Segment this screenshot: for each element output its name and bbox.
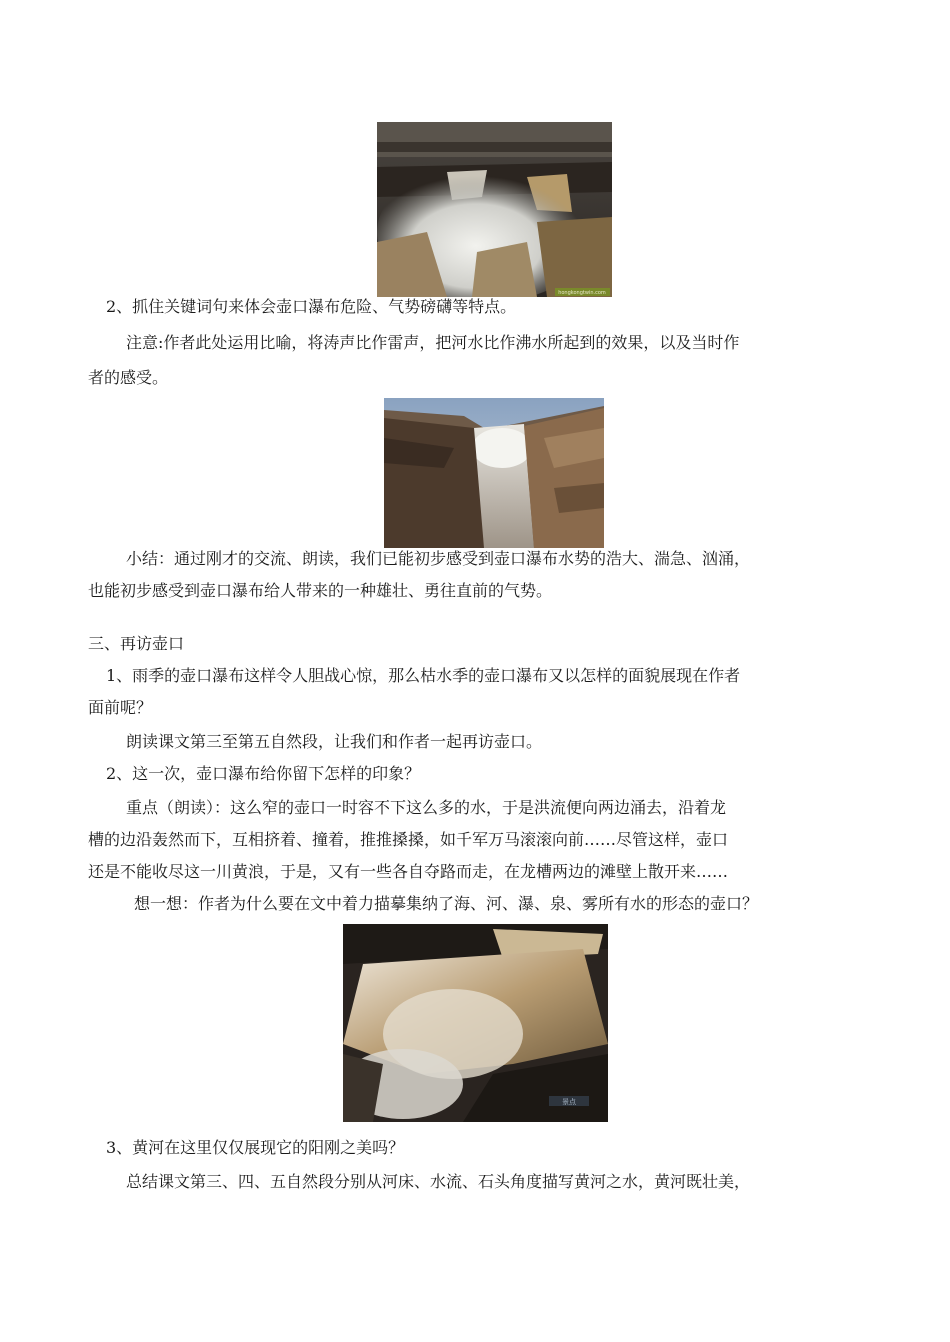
paragraph-note-line2: 者的感受。 [88, 368, 169, 387]
paragraph-q2: 2、这一次，壶口瀑布给你留下怎样的印象？ [106, 764, 421, 783]
waterfall-photo-2 [384, 398, 604, 548]
paragraph-key-line1: 重点（朗读）：这么窄的壶口一时容不下这么多的水，于是洪流便向两边涌去，沿着龙 [126, 798, 727, 817]
paragraph-q3: 3、黄河在这里仅仅展现它的阳刚之美吗？ [106, 1138, 405, 1157]
paragraph-keywords: 2、抓住关键词句来体会壶口瀑布危险、气势磅礴等特点。 [106, 297, 517, 316]
waterfall-photo-3 [343, 924, 608, 1122]
paragraph-think: 想一想：作者为什么要在文中着力描摹集纳了海、河、瀑、泉、雾所有水的形态的壶口？ [134, 894, 759, 913]
paragraph-key-line2: 槽的边沿轰然而下，互相挤着、撞着，推推搡搡，如千军万马滚滚向前……尽管这样，壶口 [88, 830, 729, 849]
watermark-1: hongkongtwin.com [558, 290, 606, 296]
section-heading-revisit: 三、再访壶口 [88, 634, 185, 653]
paragraph-read-aloud: 朗读课文第三至第五自然段，让我们和作者一起再访壶口。 [126, 732, 543, 751]
paragraph-summary-line2: 也能初步感受到壶口瀑布给人带来的一种雄壮、勇往直前的气势。 [88, 581, 553, 600]
paragraph-conclusion: 总结课文第三、四、五自然段分别从河床、水流、石头角度描写黄河之水，黄河既壮美， [126, 1172, 751, 1191]
paragraph-summary-line1: 小结：通过刚才的交流、朗读，我们已能初步感受到壶口瀑布水势的浩大、湍急、汹涌， [126, 549, 751, 568]
paragraph-q1-line2: 面前呢？ [88, 698, 153, 717]
paragraph-key-line3: 还是不能收尽这一川黄浪，于是，又有一些各自夺路而走，在龙槽两边的滩壁上散开来…… [88, 862, 729, 881]
paragraph-q1-line1: 1、雨季的壶口瀑布这样令人胆战心惊，那么枯水季的壶口瀑布又以怎样的面貌展现在作者 [106, 666, 741, 685]
watermark-3: 景点 [562, 1098, 576, 1106]
waterfall-photo-1 [377, 122, 612, 297]
paragraph-note-line1: 注意:作者此处运用比喻，将涛声比作雷声，把河水比作沸水所起到的效果，以及当时作 [126, 333, 740, 352]
